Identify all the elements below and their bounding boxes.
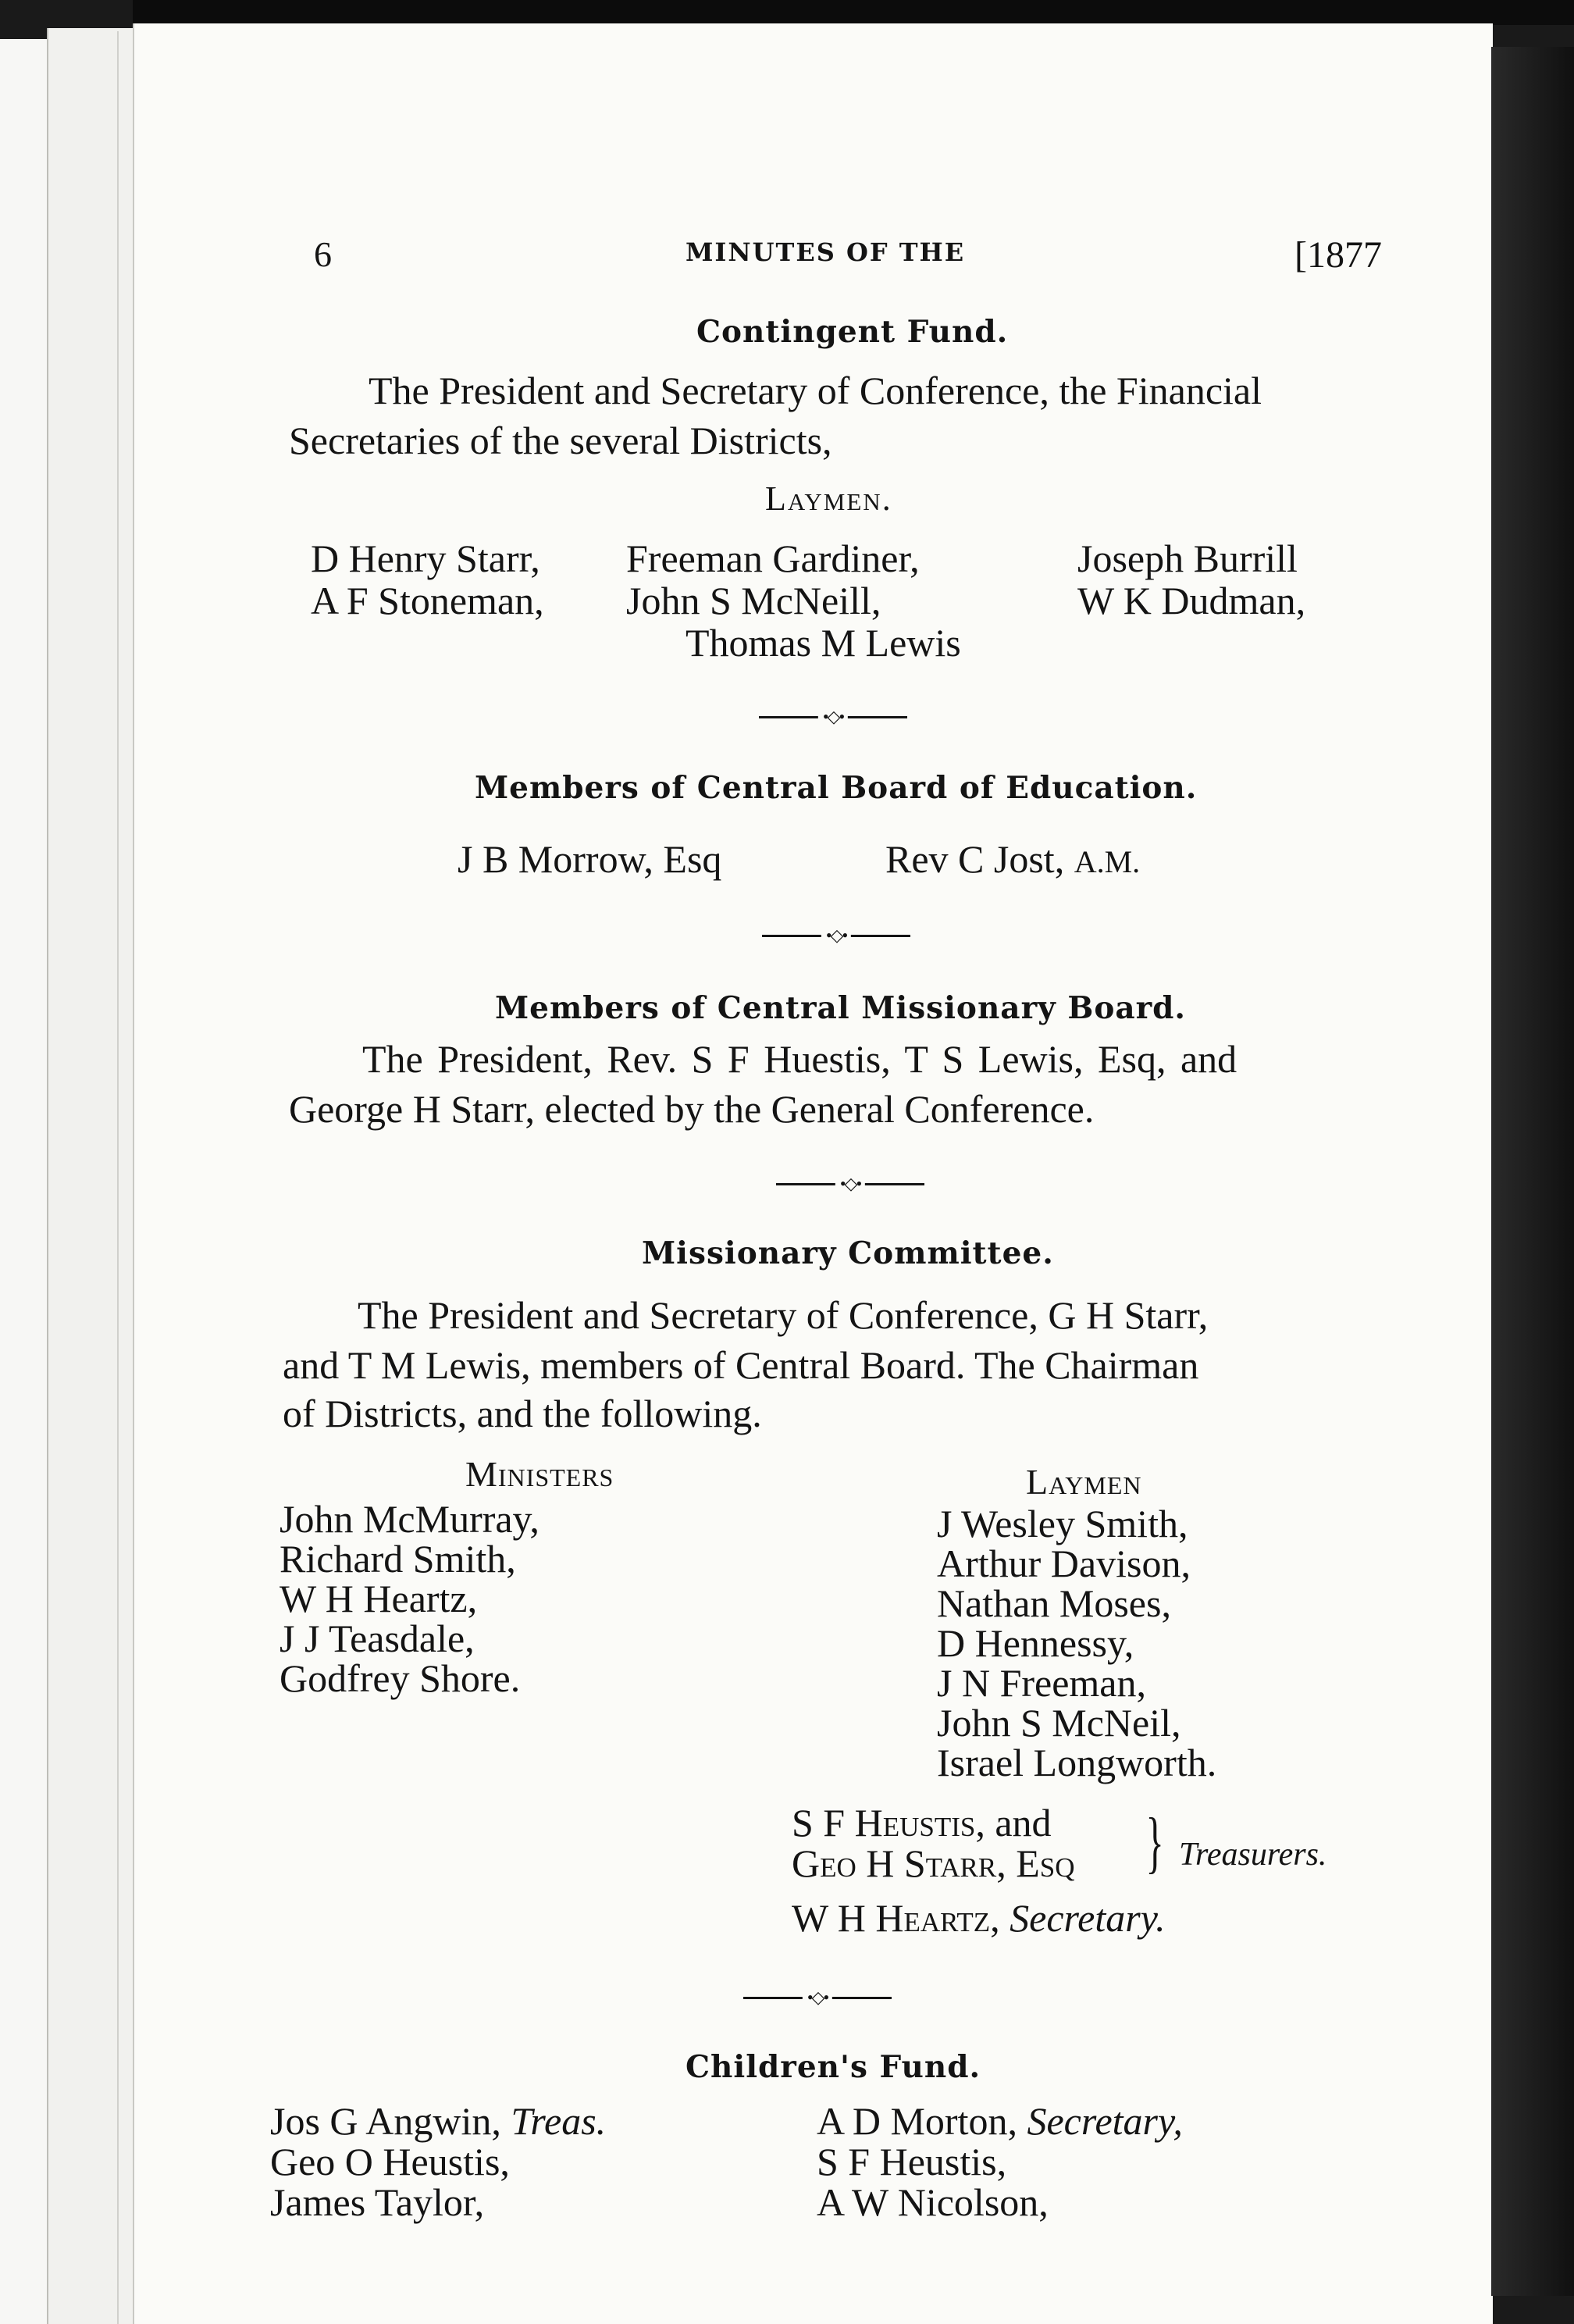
list-item: A W Nicolson, <box>817 2180 1049 2224</box>
list-item: A F Stoneman, <box>311 579 544 622</box>
missionary-board-line1: The President, Rev. S F Huestis, T S Lewis, Esq, and <box>362 1037 1237 1081</box>
list-item: J N Freeman, <box>937 1661 1146 1705</box>
list-item: Joseph Burrill <box>1077 536 1298 580</box>
treasurer-1: S F Heustis, and <box>792 1801 1052 1845</box>
list-item: Richard Smith, <box>280 1537 516 1581</box>
section-divider: •◇• <box>776 1174 924 1193</box>
laymen-list <box>937 1504 1216 1783</box>
page-number: 6 <box>314 234 332 274</box>
list-item: Nathan Moses, <box>937 1581 1171 1625</box>
ministers-list <box>280 1499 540 1698</box>
committee-secretary: W H Heartz, Secretary. <box>792 1896 1166 1940</box>
list-item: J Wesley Smith, <box>937 1502 1188 1545</box>
education-member-2: Rev C Jost, A.M. <box>885 837 1141 881</box>
committee-text-line2: and T M Lewis, members of Central Board. The Chairman <box>283 1343 1199 1387</box>
childrens-fund-heading: Children's Fund. <box>686 2049 981 2085</box>
contingent-fund-heading: Contingent Fund. <box>696 314 1009 350</box>
committee-text-line3: of Districts, and the following. <box>283 1392 762 1435</box>
list-item: Arthur Davison, <box>937 1542 1191 1585</box>
contingent-fund-text-line1: The President and Secretary of Conference, the Financial <box>369 369 1262 412</box>
education-board-heading: Members of Central Board of Education. <box>475 770 1198 806</box>
contingent-laymen-heading: Laymen. <box>765 479 892 518</box>
childrens-fund-right-col <box>817 2101 1183 2222</box>
list-item: John S McNeil, <box>937 1701 1181 1745</box>
year-header: [1877 <box>1294 234 1382 276</box>
list-item: Israel Longworth. <box>937 1741 1217 1784</box>
section-divider: •◇• <box>743 1988 892 2007</box>
page-edge-line <box>117 31 134 2324</box>
contingent-col3 <box>1077 537 1305 622</box>
committee-text-line1: The President and Secretary of Conference, G H Starr, <box>358 1293 1209 1337</box>
list-item: D Hennessy, <box>937 1621 1134 1665</box>
list-item: J J Teasdale, <box>280 1616 475 1660</box>
list-item: Godfrey Shore. <box>280 1656 521 1700</box>
list-item: Freeman Gardiner, <box>626 536 920 580</box>
education-member-1: J B Morrow, Esq <box>458 837 722 881</box>
treasurers-label: Treasurers. <box>1179 1837 1327 1873</box>
treasurer-2: Geo H Starr, Esq <box>792 1841 1075 1885</box>
list-item: Thomas M Lewis <box>686 621 961 665</box>
scan-top-border <box>133 0 1574 25</box>
missionary-committee-heading: Missionary Committee. <box>642 1235 1054 1271</box>
contingent-col2 <box>626 537 961 664</box>
list-item: W K Dudman, <box>1077 579 1306 622</box>
committee-laymen-heading: Laymen <box>1026 1462 1142 1502</box>
list-item: W H Heartz, <box>280 1577 478 1620</box>
scan-margin <box>0 39 47 2324</box>
scan-right-border <box>1491 47 1574 2296</box>
ministers-heading: Ministers <box>465 1454 614 1494</box>
contingent-fund-text-line2: Secretaries of the several Districts, <box>289 419 832 462</box>
section-divider: •◇• <box>759 708 907 726</box>
section-divider: •◇• <box>762 926 910 945</box>
list-item: A D Morton, Secretary, <box>817 2099 1183 2143</box>
list-item: John McMurray, <box>280 1497 540 1541</box>
treasurers-block <box>792 1802 1075 1884</box>
list-item: John S McNeill, <box>626 579 881 622</box>
list-item: S F Heustis, <box>817 2140 1007 2183</box>
brace-icon: } <box>1145 1805 1164 1880</box>
running-title: MINUTES OF THE <box>686 237 966 267</box>
missionary-board-heading: Members of Central Missionary Board. <box>495 990 1186 1026</box>
contingent-col1 <box>311 537 544 622</box>
list-item: James Taylor, <box>270 2180 485 2224</box>
childrens-fund-left-col <box>270 2101 606 2222</box>
list-item: Geo O Heustis, <box>270 2140 510 2183</box>
list-item: Jos G Angwin, Treas. <box>270 2099 607 2143</box>
list-item: D Henry Starr, <box>311 536 540 580</box>
missionary-board-line2: George H Starr, elected by the General Conference. <box>289 1087 1095 1131</box>
